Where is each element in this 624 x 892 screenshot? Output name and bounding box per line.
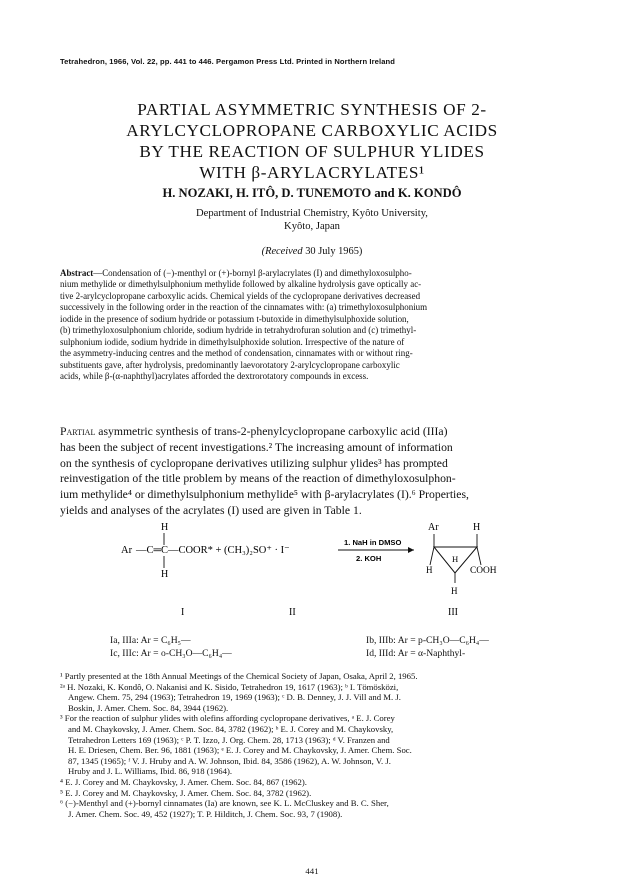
article-title bbox=[40, 99, 584, 183]
footnote-line: Angew. Chem. 75, 294 (1963); Tetrahedron 19, 1969 (1963); ᶜ D. B. Denney, J. J. Vill and M. J. bbox=[68, 692, 401, 703]
scheme-reactants: —C═C—COOR* + (CH₃)₂SO⁺ · I⁻ bbox=[136, 545, 290, 556]
product-h: H bbox=[452, 554, 459, 564]
abstract-line: successively in the following order in the reaction of the cinnamates with: (a) trimethyloxosulphonium bbox=[60, 302, 428, 313]
reagent-step-2: 2. KOH bbox=[356, 554, 382, 563]
footnote-line: 87, 1345 (1965); ᶠ V. J. Hruby and A. W. Johnson, Ibid. 84, 3586 (1962), A. W. Johnson, V. J. bbox=[68, 755, 391, 766]
abstract bbox=[60, 268, 563, 383]
scheme-h-bottom: H bbox=[161, 569, 169, 580]
compound-label-I: I bbox=[181, 607, 185, 618]
footnote-line: and M. Chaykovsky, J. Amer. Chem. Soc. 84, 3782 (1962); ᵇ E. J. Corey and M. Chaykovsky, bbox=[68, 723, 394, 734]
body-text bbox=[60, 424, 563, 519]
title-line: PARTIAL ASYMMETRIC SYNTHESIS OF 2- bbox=[137, 100, 487, 119]
footnote-line: Hruby and J. L. Williams, Ibid. 86, 918 (1964). bbox=[68, 766, 233, 777]
footnote-line: ⁶ (−)-Menthyl and (+)-bornyl cinnamates (Ia) are known, see K. L. McCluskey and B. C. Sher, bbox=[60, 798, 389, 809]
author-list: H. NOZAKI, H. ITÔ, D. TUNEMOTO and K. KONDÔ bbox=[162, 186, 462, 200]
abstract-line: iodide in the presence of sodium hydride or potassium t-butoxide in dimethylsulphoxide solution, bbox=[60, 313, 409, 324]
scheme-h-top: H bbox=[161, 522, 169, 533]
product-ar: Ar bbox=[428, 522, 439, 533]
footnote-line: J. Amer. Chem. Soc. 49, 452 (1927); T. P. Hilditch, J. Chem. Soc. 93, 7 (1908). bbox=[68, 808, 343, 819]
footnote-line: ⁴ E. J. Corey and M. Chaykovsky, J. Amer. Chem. Soc. 84, 867 (1962). bbox=[60, 776, 307, 787]
received-value: 30 July 1965) bbox=[305, 246, 363, 257]
abstract-line: Abstract—Condensation of (−)-menthyl or (+)-bornyl β-arylacrylates (I) and dimethyloxosulpho- bbox=[60, 268, 412, 278]
body-line: on the synthesis of cyclopropane derivatives utilizing sulphur ylides³ has prompted bbox=[60, 456, 448, 470]
footnote-line: ⁵ E. J. Corey and M. Chaykovsky, J. Amer. Chem. Soc. 84, 3782 (1962). bbox=[60, 787, 312, 798]
received-label: (Received bbox=[261, 246, 303, 257]
product-h: H bbox=[473, 522, 481, 533]
product-h: H bbox=[451, 586, 458, 596]
abstract-label: Abstract bbox=[60, 268, 94, 278]
compound-label-II: II bbox=[289, 607, 296, 618]
footnote-line: Boskin, J. Amer. Chem. Soc. 84, 3944 (1962). bbox=[68, 702, 229, 713]
scheme-ar: Ar bbox=[121, 545, 133, 556]
title-line: WITH β-ARYLACRYLATES¹ bbox=[199, 163, 425, 182]
affiliation-line: Kyôto, Japan bbox=[284, 221, 340, 232]
footnote-line: H. E. Driesen, Chem. Ber. 96, 1881 (1963); ᵉ E. J. Corey and M. Chaykovsky, J. Amer. Chem. Soc. bbox=[68, 745, 412, 756]
arrow-head bbox=[408, 547, 414, 553]
body-line: Partial asymmetric synthesis of trans-2-phenylcyclopropane carboxylic acid (IIIa) bbox=[60, 425, 448, 438]
journal-header: Tetrahedron, 1966, Vol. 22, pp. 441 to 446. Pergamon Press Ltd. Printed in Northern Ireland bbox=[60, 57, 396, 66]
bond-line bbox=[430, 547, 434, 565]
compound-def: Ia, IIIa: Ar = C₆H₅— bbox=[110, 635, 191, 646]
abstract-line: sulphonium iodide, sodium hydride in dimethylsulphoxide solution. Irrespective of the nature of bbox=[60, 336, 405, 347]
body-line: yields and analyses of the acrylates (I) used are given in Table 1. bbox=[60, 503, 362, 517]
compound-definitions bbox=[60, 634, 563, 660]
abstract-line: tive 2-arylcyclopropane carboxylic acids. Chemical yields of the cyclopropane derivatives decreased bbox=[60, 290, 421, 301]
footnotes bbox=[60, 671, 565, 819]
reagent-step-1: 1. NaH in DMSO bbox=[344, 538, 402, 547]
footnote-line: ¹ Partly presented at the 18th Annual Meetings of the Chemical Society of Japan, Osaka, April 2, 1965. bbox=[60, 671, 418, 681]
received-date bbox=[0, 246, 624, 257]
compound-row bbox=[60, 634, 563, 647]
affiliation bbox=[0, 207, 624, 233]
abstract-line: substituents gave, after hydrolysis, predominantly laevorotatory 2-arylcyclopropane carboxylic bbox=[60, 359, 400, 370]
compound-def: Ib, IIIb: Ar = p-CH₃O—C₆H₄— bbox=[366, 635, 489, 646]
abstract-line: nium methylide or dimethylsulphonium methylide followed by alkaline hydrolysis gave optically ac- bbox=[60, 279, 422, 290]
page-number: 441 bbox=[305, 866, 319, 876]
footnote-line: ³ For the reaction of sulphur ylides with olefins affording cyclopropane derivatives, ᵃ E. J. Corey bbox=[60, 713, 395, 724]
compound-def: Ic, IIIc: Ar = o-CH₃O—C₆H₄— bbox=[110, 648, 232, 659]
body-lead: Partial bbox=[60, 425, 96, 438]
product-h: H bbox=[426, 565, 433, 575]
abstract-line: the asymmetry-inducing centres and the method of condensation, cinnamates with or without ring- bbox=[60, 348, 413, 359]
reaction-scheme bbox=[60, 515, 563, 635]
affiliation-line: Department of Industrial Chemistry, Kyôto University, bbox=[196, 208, 428, 219]
product-cooh: COOH bbox=[470, 566, 497, 576]
body-line: ium methylide⁴ or dimethylsulphonium methylide⁵ with β-arylacrylates (I).⁶ Properties, bbox=[60, 488, 469, 502]
compound-label-III: III bbox=[448, 607, 458, 618]
compound-def: Id, IIId: Ar = α-Naphthyl- bbox=[366, 648, 466, 659]
compound-row bbox=[60, 647, 563, 660]
title-line: BY THE REACTION OF SULPHUR YLIDES bbox=[139, 142, 485, 161]
footnote-line: ²ᵃ H. Nozaki, K. Kondô, O. Nakanisi and K. Sisido, Tetrahedron 19, 1617 (1963); ᵇ I. Tömösközi, bbox=[60, 681, 399, 692]
abstract-line: acids, while β-(α-naphthyl)acrylates afforded the dextrorotatory compounds in excess. bbox=[60, 371, 369, 382]
title-line: ARYLCYCLOPROPANE CARBOXYLIC ACIDS bbox=[126, 121, 498, 140]
body-line: has been the subject of recent investigations.² The increasing amount of information bbox=[60, 440, 453, 454]
footnote-line: Tetrahedron Letters 169 (1963); ᶜ P. T. Izzo, J. Org. Chem. 28, 1713 (1963); ᵈ V. Franzen and bbox=[68, 734, 390, 745]
bond-line bbox=[477, 547, 481, 565]
body-line: reinvestigation of the title problem by means of the reaction of dimethyloxosulphon- bbox=[60, 472, 456, 486]
abstract-line: (b) trimethyloxosulphonium chloride, sodium hydride in tetrahydrofuran solution and (c) trimethyl- bbox=[60, 325, 417, 336]
